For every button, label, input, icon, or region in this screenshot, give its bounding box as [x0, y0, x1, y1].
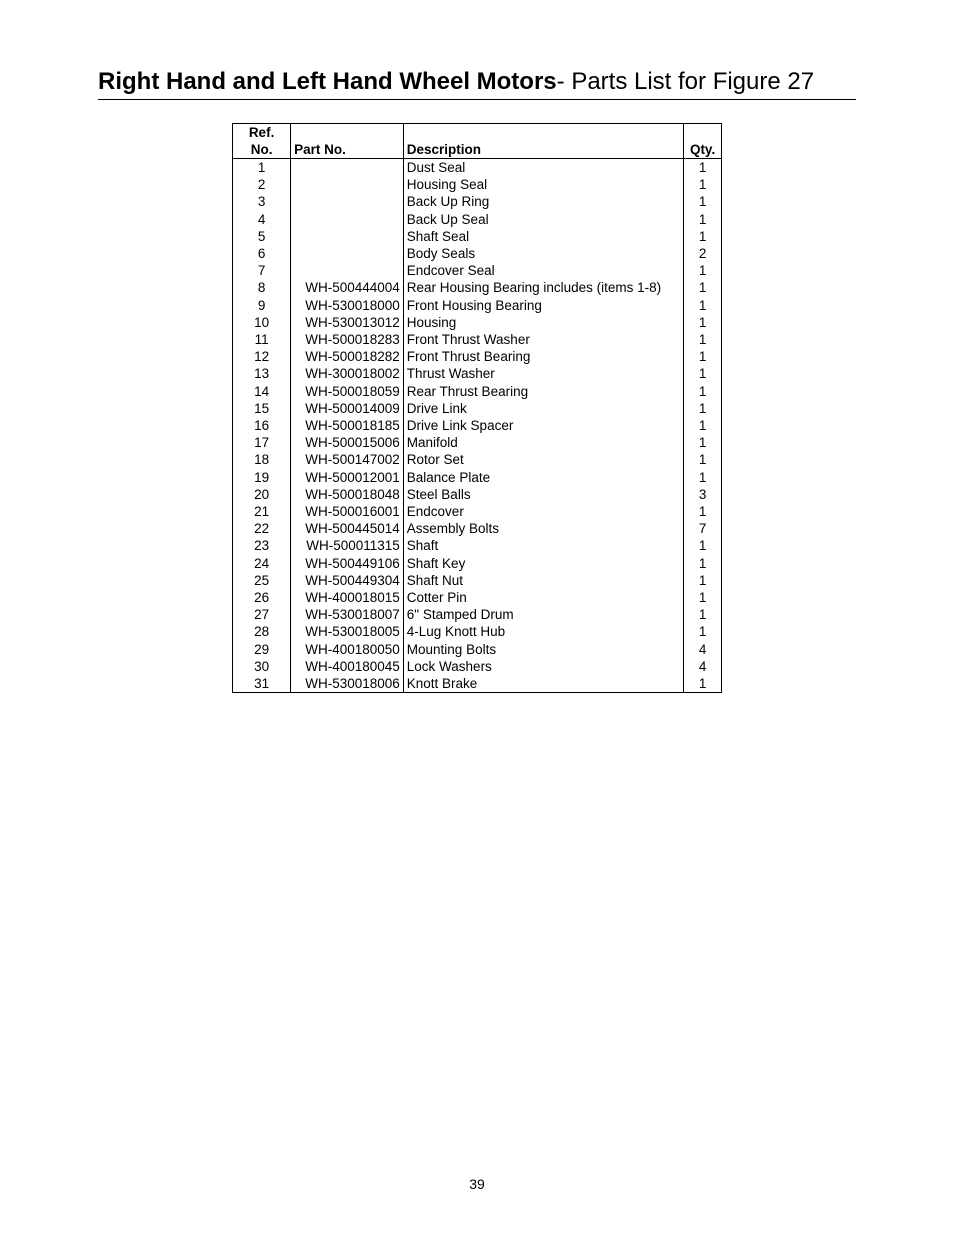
cell-qty: 1 [684, 228, 722, 245]
cell-qty: 1 [684, 417, 722, 434]
header-ref-line1: Ref. [248, 125, 275, 140]
table-row [233, 383, 722, 400]
cell-part-no [291, 211, 404, 228]
cell-qty: 1 [684, 262, 722, 279]
cell-description: Front Thrust Bearing [403, 348, 683, 365]
table-body [233, 159, 722, 693]
cell-qty: 4 [684, 658, 722, 675]
cell-ref-no: 15 [233, 400, 291, 417]
cell-description: Mounting Bolts [403, 641, 683, 658]
table-row [233, 537, 722, 554]
cell-description: Rear Thrust Bearing [403, 383, 683, 400]
cell-description: Thrust Washer [403, 365, 683, 382]
cell-qty: 1 [684, 589, 722, 606]
cell-qty: 2 [684, 245, 722, 262]
table-row [233, 589, 722, 606]
cell-ref-no: 29 [233, 641, 291, 658]
table-row [233, 555, 722, 572]
parts-list-table [232, 123, 722, 693]
page-title-main: Right Hand and Left Hand Wheel Motors [98, 68, 557, 95]
cell-description: Rear Housing Bearing includes (items 1-8) [403, 279, 683, 296]
cell-description: Front Thrust Washer [403, 331, 683, 348]
cell-qty: 1 [684, 434, 722, 451]
table-row [233, 262, 722, 279]
table-row [233, 417, 722, 434]
table-row [233, 641, 722, 658]
cell-ref-no: 13 [233, 365, 291, 382]
table-row [233, 658, 722, 675]
cell-description: Drive Link Spacer [403, 417, 683, 434]
cell-qty: 1 [684, 193, 722, 210]
cell-ref-no: 7 [233, 262, 291, 279]
cell-ref-no: 25 [233, 572, 291, 589]
table-row [233, 469, 722, 486]
table-row [233, 606, 722, 623]
cell-qty: 1 [684, 297, 722, 314]
cell-description: Shaft [403, 537, 683, 554]
cell-qty: 1 [684, 211, 722, 228]
table-row [233, 451, 722, 468]
cell-qty: 1 [684, 331, 722, 348]
cell-part-no: WH-400180045 [291, 658, 404, 675]
cell-part-no: WH-500147002 [291, 451, 404, 468]
cell-part-no: WH-500011315 [291, 537, 404, 554]
cell-description: Shaft Key [403, 555, 683, 572]
cell-ref-no: 28 [233, 623, 291, 640]
cell-part-no: WH-500012001 [291, 469, 404, 486]
cell-qty: 1 [684, 365, 722, 382]
cell-qty: 3 [684, 486, 722, 503]
cell-part-no: WH-530018006 [291, 675, 404, 693]
table-row [233, 400, 722, 417]
cell-description: Balance Plate [403, 469, 683, 486]
table-row [233, 623, 722, 640]
table-row [233, 228, 722, 245]
cell-part-no: WH-500018185 [291, 417, 404, 434]
page-title [98, 66, 856, 100]
cell-part-no: WH-500015006 [291, 434, 404, 451]
header-qty: Qty. [684, 124, 722, 159]
cell-description: 4-Lug Knott Hub [403, 623, 683, 640]
cell-qty: 1 [684, 469, 722, 486]
table-row [233, 176, 722, 193]
cell-description: Knott Brake [403, 675, 683, 693]
header-ref-line2: No. [250, 142, 273, 157]
table-row [233, 279, 722, 296]
cell-description: Housing [403, 314, 683, 331]
cell-qty: 1 [684, 572, 722, 589]
cell-description: Drive Link [403, 400, 683, 417]
cell-part-no [291, 159, 404, 177]
cell-ref-no: 22 [233, 520, 291, 537]
cell-ref-no: 17 [233, 434, 291, 451]
table-row [233, 331, 722, 348]
cell-description: Shaft Seal [403, 228, 683, 245]
cell-description: 6" Stamped Drum [403, 606, 683, 623]
cell-qty: 1 [684, 555, 722, 572]
cell-description: Assembly Bolts [403, 520, 683, 537]
table-row [233, 520, 722, 537]
cell-part-no: WH-500018048 [291, 486, 404, 503]
cell-part-no: WH-500018283 [291, 331, 404, 348]
cell-ref-no: 8 [233, 279, 291, 296]
cell-part-no [291, 228, 404, 245]
cell-description: Steel Balls [403, 486, 683, 503]
cell-ref-no: 18 [233, 451, 291, 468]
cell-qty: 1 [684, 451, 722, 468]
cell-qty: 1 [684, 314, 722, 331]
cell-part-no: WH-400180050 [291, 641, 404, 658]
cell-part-no: WH-500449304 [291, 572, 404, 589]
cell-qty: 1 [684, 503, 722, 520]
cell-qty: 1 [684, 400, 722, 417]
table-row [233, 572, 722, 589]
cell-qty: 1 [684, 176, 722, 193]
cell-qty: 1 [684, 159, 722, 177]
page-title-suffix: - Parts List for Figure 27 [556, 68, 815, 95]
cell-ref-no: 9 [233, 297, 291, 314]
cell-description: Endcover Seal [403, 262, 683, 279]
cell-ref-no: 31 [233, 675, 291, 693]
cell-ref-no: 2 [233, 176, 291, 193]
cell-description: Back Up Seal [403, 211, 683, 228]
table-row [233, 675, 722, 693]
cell-ref-no: 1 [233, 159, 291, 177]
cell-ref-no: 20 [233, 486, 291, 503]
cell-part-no: WH-300018002 [291, 365, 404, 382]
cell-ref-no: 5 [233, 228, 291, 245]
cell-qty: 1 [684, 623, 722, 640]
page-number: 39 [469, 1176, 485, 1192]
cell-ref-no: 12 [233, 348, 291, 365]
table-row [233, 245, 722, 262]
table-row [233, 365, 722, 382]
cell-description: Cotter Pin [403, 589, 683, 606]
cell-part-no [291, 176, 404, 193]
cell-ref-no: 27 [233, 606, 291, 623]
cell-ref-no: 3 [233, 193, 291, 210]
cell-ref-no: 21 [233, 503, 291, 520]
table-row [233, 314, 722, 331]
cell-part-no: WH-500018059 [291, 383, 404, 400]
header-ref-no [233, 124, 291, 159]
cell-qty: 1 [684, 675, 722, 693]
cell-ref-no: 11 [233, 331, 291, 348]
cell-qty: 1 [684, 537, 722, 554]
cell-description: Shaft Nut [403, 572, 683, 589]
cell-description: Rotor Set [403, 451, 683, 468]
cell-description: Back Up Ring [403, 193, 683, 210]
cell-part-no: WH-500016001 [291, 503, 404, 520]
cell-description: Dust Seal [403, 159, 683, 177]
table-row [233, 159, 722, 177]
cell-description: Manifold [403, 434, 683, 451]
header-part-no: Part No. [291, 124, 404, 159]
cell-qty: 1 [684, 383, 722, 400]
cell-ref-no: 4 [233, 211, 291, 228]
cell-part-no: WH-500018282 [291, 348, 404, 365]
cell-ref-no: 10 [233, 314, 291, 331]
cell-description: Lock Washers [403, 658, 683, 675]
cell-part-no: WH-530013012 [291, 314, 404, 331]
cell-ref-no: 30 [233, 658, 291, 675]
cell-ref-no: 23 [233, 537, 291, 554]
cell-description: Housing Seal [403, 176, 683, 193]
table-header [233, 124, 722, 159]
table-row [233, 348, 722, 365]
cell-part-no [291, 262, 404, 279]
cell-qty: 1 [684, 348, 722, 365]
table-row [233, 486, 722, 503]
cell-ref-no: 14 [233, 383, 291, 400]
cell-part-no: WH-530018007 [291, 606, 404, 623]
header-description: Description [403, 124, 683, 159]
cell-qty: 1 [684, 279, 722, 296]
cell-qty: 7 [684, 520, 722, 537]
cell-part-no: WH-500014009 [291, 400, 404, 417]
table-row [233, 297, 722, 314]
cell-ref-no: 24 [233, 555, 291, 572]
cell-part-no: WH-500449106 [291, 555, 404, 572]
cell-part-no [291, 193, 404, 210]
table-row [233, 193, 722, 210]
cell-ref-no: 19 [233, 469, 291, 486]
cell-part-no: WH-530018000 [291, 297, 404, 314]
table-header-row [233, 124, 722, 159]
cell-part-no: WH-500445014 [291, 520, 404, 537]
cell-ref-no: 26 [233, 589, 291, 606]
cell-ref-no: 16 [233, 417, 291, 434]
table-row [233, 503, 722, 520]
table-row [233, 434, 722, 451]
cell-part-no: WH-400018015 [291, 589, 404, 606]
cell-description: Body Seals [403, 245, 683, 262]
table-row [233, 211, 722, 228]
cell-description: Front Housing Bearing [403, 297, 683, 314]
cell-ref-no: 6 [233, 245, 291, 262]
cell-part-no [291, 245, 404, 262]
cell-part-no: WH-500444004 [291, 279, 404, 296]
cell-qty: 4 [684, 641, 722, 658]
cell-description: Endcover [403, 503, 683, 520]
cell-qty: 1 [684, 606, 722, 623]
cell-part-no: WH-530018005 [291, 623, 404, 640]
